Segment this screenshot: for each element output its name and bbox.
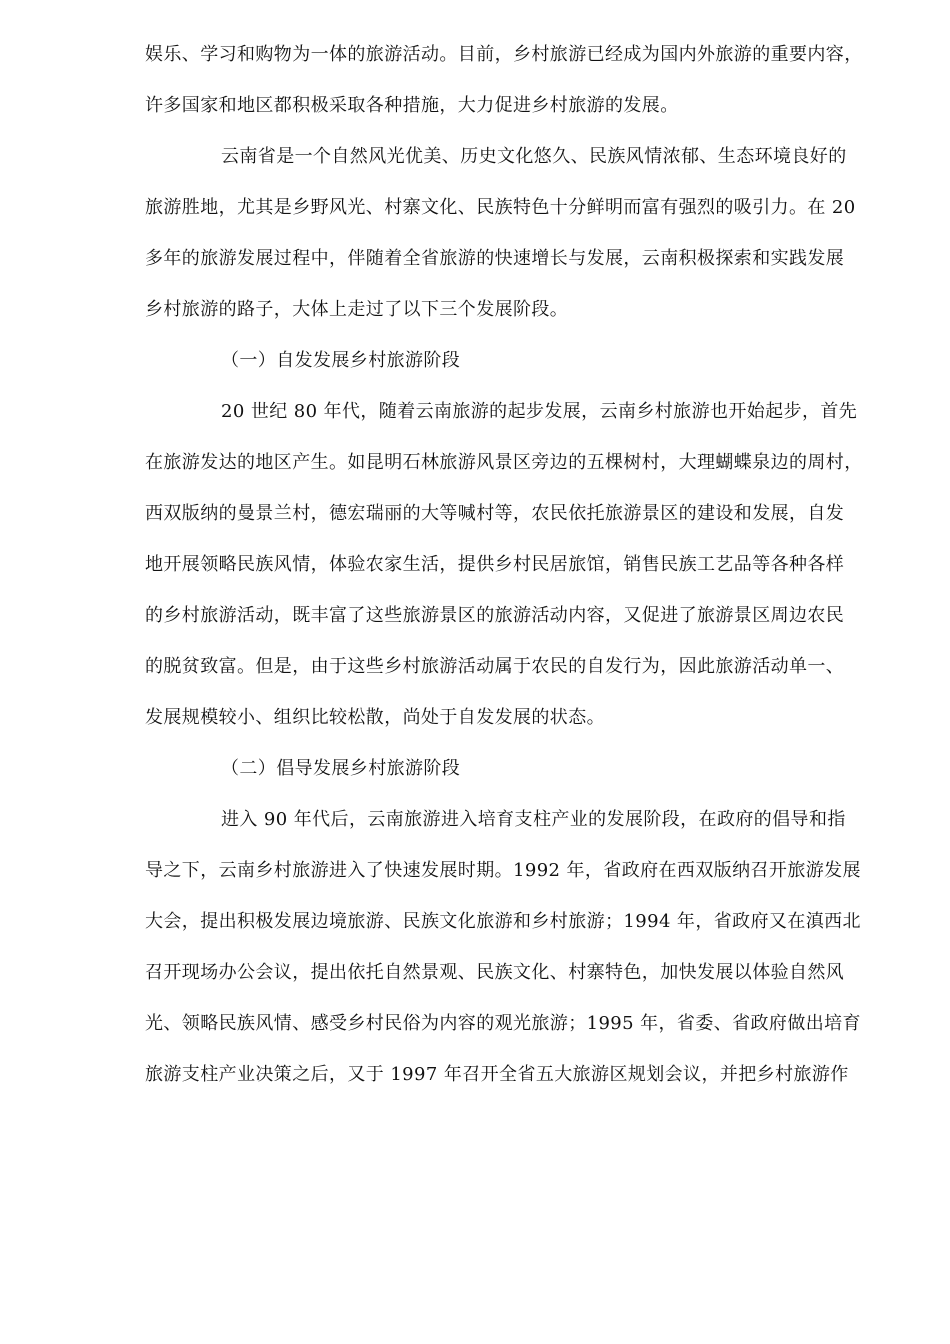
text-line: 乡村旅游的路子，大体上走过了以下三个发展阶段。 (145, 299, 569, 320)
text-line: 许多国家和地区都积极采取各种措施，大力促进乡村旅游的发展。 (145, 95, 679, 116)
text-line: 地开展领略民族风情，体验农家生活，提供乡村民居旅馆，销售民族工艺品等各种各样 (145, 554, 845, 575)
text-line: 云南省是一个自然风光优美、历史文化悠久、民族风情浓郁、生态环境良好的 (221, 146, 847, 167)
paragraph-3 (145, 395, 881, 735)
text-line: 旅游胜地，尤其是乡野风光、村寨文化、民族特色十分鲜明而富有强烈的吸引力。在 20 (145, 197, 856, 218)
paragraph-4 (145, 803, 881, 1092)
text-line: 西双版纳的曼景兰村，德宏瑞丽的大等喊村等，农民依托旅游景区的建设和发展，自发 (145, 503, 845, 524)
text-line: 导之下，云南乡村旅游进入了快速发展时期。1992 年，省政府在西双版纳召开旅游发展 (145, 860, 861, 881)
text-line: 发展规模较小、组织比较松散，尚处于自发发展的状态。 (145, 707, 605, 728)
text-line: 多年的旅游发展过程中，伴随着全省旅游的快速增长与发展，云南积极探索和实践发展 (145, 248, 845, 269)
section-heading-1: （一）自发发展乡村旅游阶段 (221, 350, 461, 371)
text-line: 20 世纪 80 年代，随着云南旅游的起步发展，云南乡村旅游也开始起步，首先 (221, 401, 858, 422)
text-line: 大会，提出积极发展边境旅游、民族文化旅游和乡村旅游；1994 年，省政府又在滇西北 (145, 911, 861, 932)
section-heading-2: （二）倡导发展乡村旅游阶段 (221, 758, 461, 779)
paragraph-1 (145, 38, 881, 123)
text-line: 的脱贫致富。但是，由于这些乡村旅游活动属于农民的自发行为，因此旅游活动单一、 (145, 656, 845, 677)
text-line: 召开现场办公会议，提出依托自然景观、民族文化、村寨特色，加快发展以体验自然风 (145, 962, 845, 983)
text-line: 光、领略民族风情、感受乡村民俗为内容的观光旅游；1995 年，省委、省政府做出培育 (145, 1013, 861, 1034)
text-line: 的乡村旅游活动，既丰富了这些旅游景区的旅游活动内容，又促进了旅游景区周边农民 (145, 605, 845, 626)
text-line: 旅游支柱产业决策之后，又于 1997 年召开全省五大旅游区规划会议，并把乡村旅游作 (145, 1064, 849, 1085)
text-line: 娱乐、学习和购物为一体的旅游活动。目前，乡村旅游已经成为国内外旅游的重要内容， (145, 44, 863, 65)
text-line: 在旅游发达的地区产生。如昆明石林旅游风景区旁边的五棵树村，大理蝴蝶泉边的周村， (145, 452, 863, 473)
text-line: 进入 90 年代后，云南旅游进入培育支柱产业的发展阶段，在政府的倡导和指 (221, 809, 846, 830)
paragraph-2 (145, 140, 881, 327)
document-body (145, 38, 881, 1109)
